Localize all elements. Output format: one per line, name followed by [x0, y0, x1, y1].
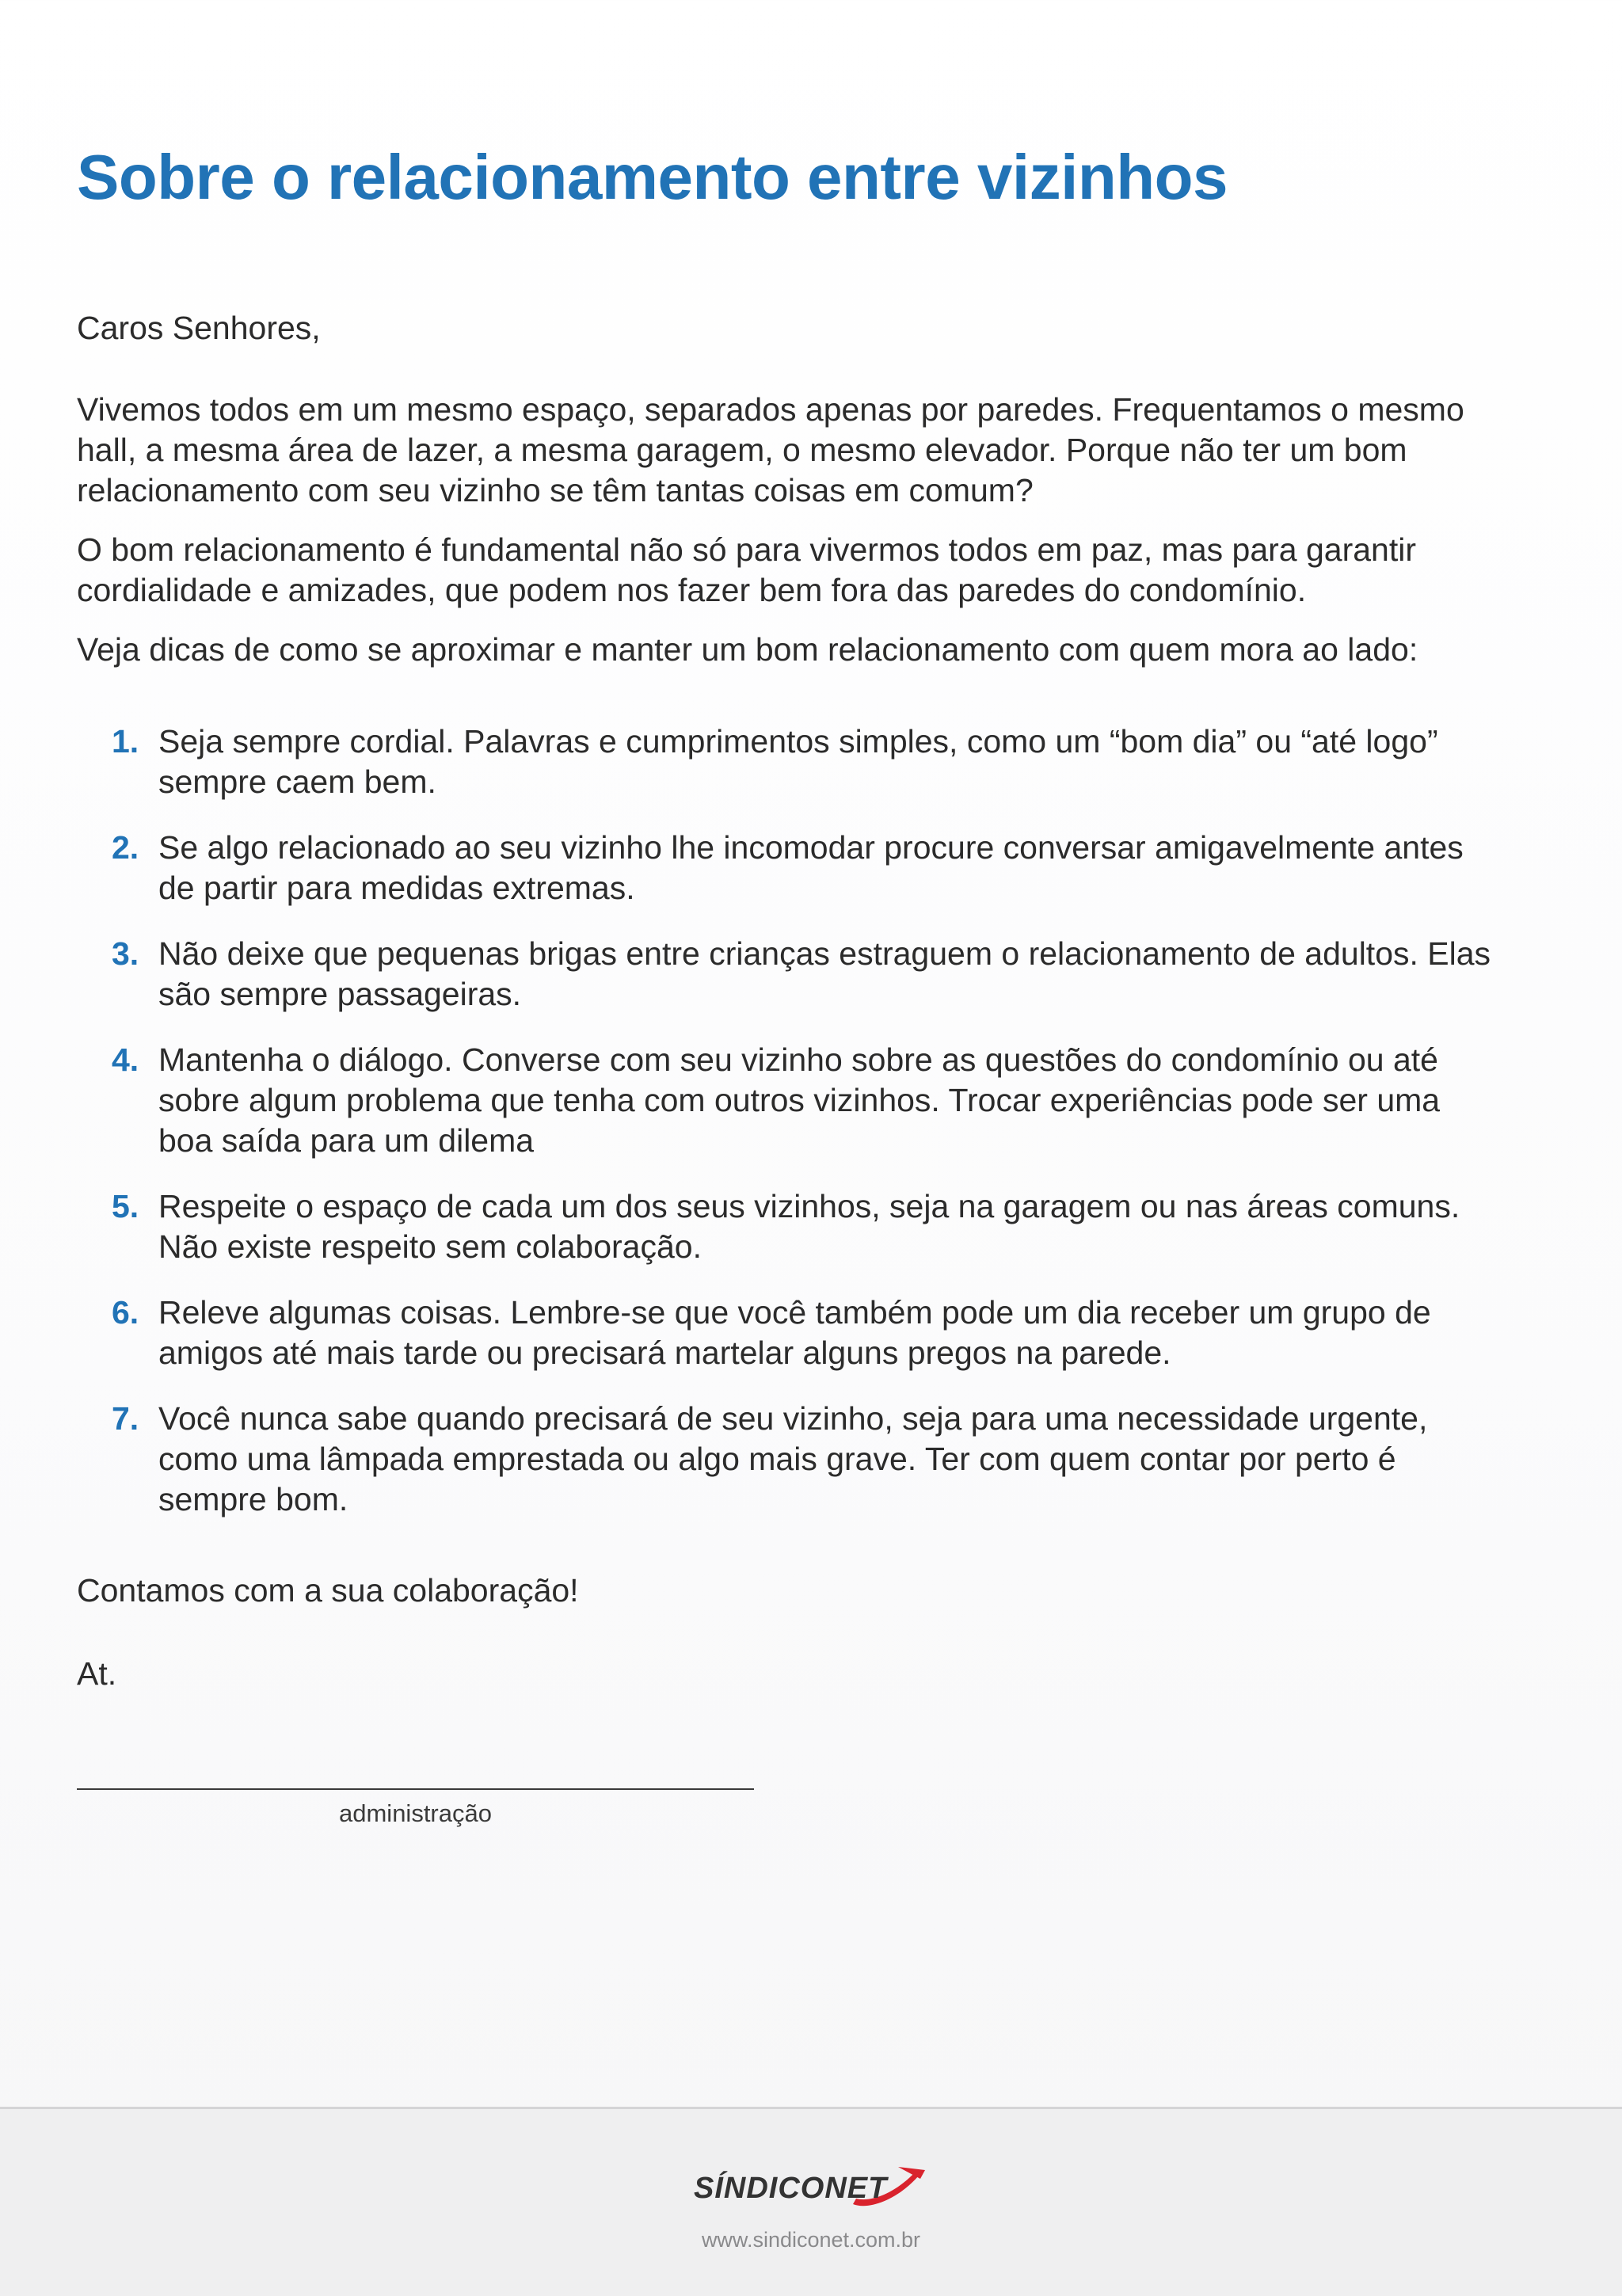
tip-item: [77, 1293, 1502, 1373]
tip-item: [77, 722, 1502, 802]
tip-text: Não deixe que pequenas brigas entre crianças estraguem o relacionamento de adultos. Elas são sempre passageiras.: [158, 935, 1491, 1012]
tip-item: [77, 934, 1502, 1015]
tip-item: [77, 1186, 1502, 1267]
intro-paragraph: O bom relacionamento é fundamental não só para vivermos todos em paz, mas para garantir cordialidade e amizades, que podem nos fazer bem fora das paredes do condomínio.: [77, 531, 1416, 608]
tip-number: 4.: [112, 1041, 139, 1078]
tips-list: [77, 722, 1502, 1545]
salutation: Caros Senhores,: [77, 310, 321, 346]
tip-text: Mantenha o diálogo. Converse com seu vizinho sobre as questões do condomínio ou até sobre algum problema que tenha com outros vizinhos. Trocar experiências pode ser uma boa saída para um dilema: [158, 1041, 1441, 1159]
tip-text: Seja sempre cordial. Palavras e cumprimentos simples, como um “bom dia” ou “até logo” sempre caem bem.: [158, 723, 1438, 800]
tip-number: 1.: [112, 723, 139, 760]
sindiconet-logo-icon: [691, 2163, 928, 2218]
tip-number: 7.: [112, 1400, 139, 1437]
tip-item: [77, 828, 1502, 908]
tip-number: 3.: [112, 935, 139, 972]
intro-paragraph: Vivemos todos em um mesmo espaço, separados apenas por paredes. Frequentamos o mesmo hall, a mesma área de lazer, a mesma garagem, o mesmo elevador. Porque não ter um bom relacionamento com seu vizinho se têm tantas coisas em comum?: [77, 391, 1464, 508]
intro-section: [77, 390, 1502, 689]
footer: [0, 2107, 1622, 2296]
tip-text: Releve algumas coisas. Lembre-se que você também pode um dia receber um grupo de amigos até mais tarde ou precisará martelar alguns pregos na parede.: [158, 1294, 1431, 1371]
tip-item: [77, 1399, 1502, 1520]
closing-line: Contamos com a sua colaboração!: [77, 1572, 579, 1609]
tip-number: 2.: [112, 829, 139, 866]
tip-text: Você nunca sabe quando precisará de seu vizinho, seja para uma necessidade urgente, como uma lâmpada emprestada ou algo mais grave. Ter com quem contar por perto é sempre bom.: [158, 1400, 1428, 1517]
tip-text: Se algo relacionado ao seu vizinho lhe incomodar procure conversar amigavelmente antes de partir para medidas extremas.: [158, 829, 1464, 906]
page-title: Sobre o relacionamento entre vizinhos: [77, 142, 1228, 212]
sign-off: At.: [77, 1655, 117, 1692]
tip-item: [77, 1040, 1502, 1161]
signature-line: [77, 1788, 754, 1790]
website-link[interactable]: www.sindiconet.com.br: [701, 2228, 921, 2252]
tip-number: 5.: [112, 1188, 139, 1224]
tip-text: Respeite o espaço de cada um dos seus vizinhos, seja na garagem ou nas áreas comuns. Não existe respeito sem colaboração.: [158, 1188, 1460, 1265]
signature-label: administração: [339, 1799, 492, 1827]
tip-number: 6.: [112, 1294, 139, 1331]
intro-paragraph: Veja dicas de como se aproximar e manter um bom relacionamento com quem mora ao lado:: [77, 631, 1418, 668]
logo-text: SÍNDICONET: [694, 2172, 888, 2205]
